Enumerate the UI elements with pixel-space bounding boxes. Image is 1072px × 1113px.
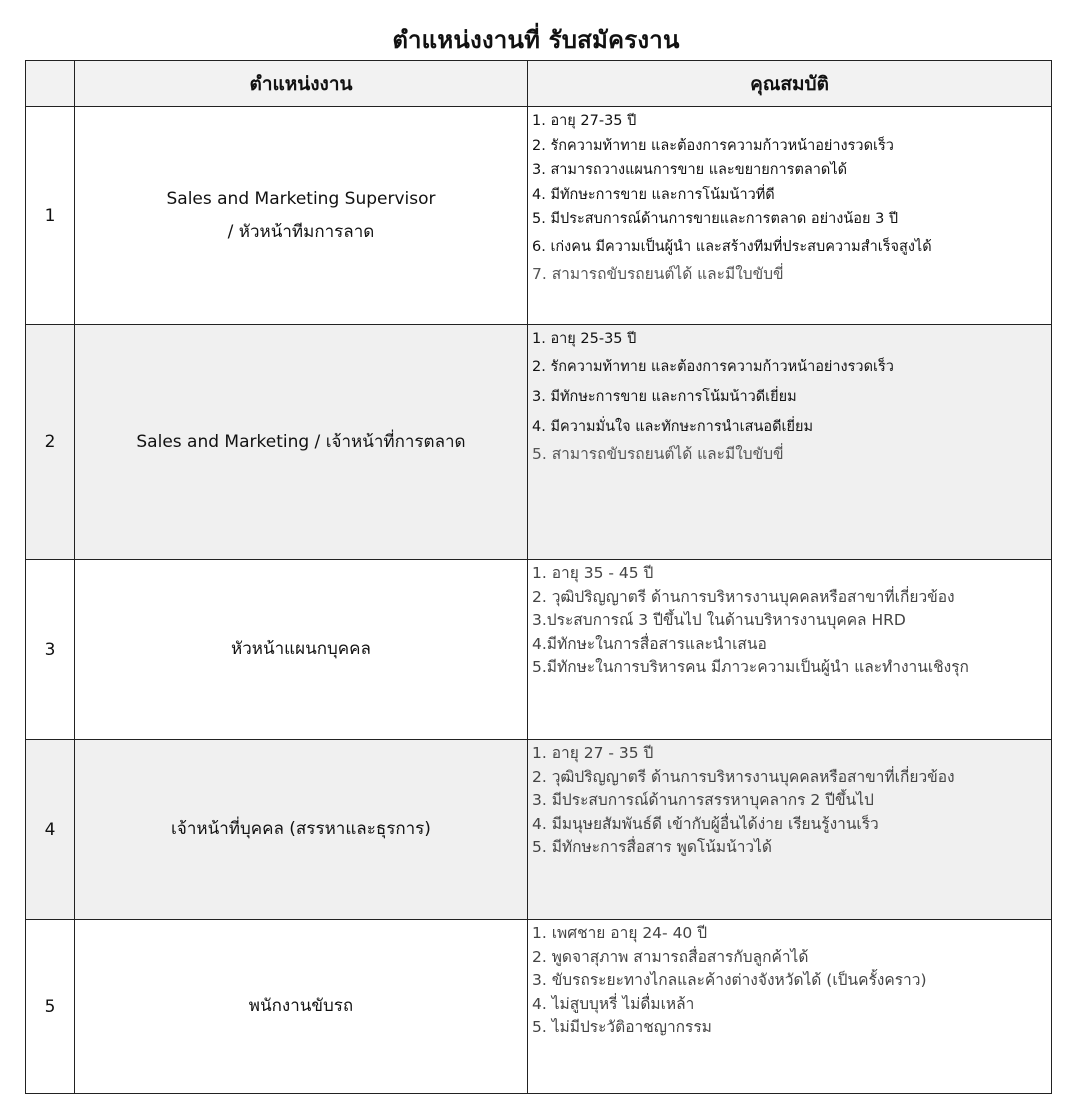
qualification-cell <box>528 560 1052 740</box>
position-cell <box>75 107 528 325</box>
qualification-item: 4. มีทักษะการขาย และการโน้มน้าวที่ดี <box>532 186 775 203</box>
row-number: 3 <box>26 560 75 740</box>
row-number: 2 <box>26 325 75 560</box>
page-title: ตำแหน่งงานที่ รับสมัครงาน <box>392 26 680 54</box>
qualification-item: 5. ไม่มีประวัติอาชญากรรม <box>532 1018 712 1036</box>
qualification-item: 3. มีประสบการณ์ด้านการสรรหาบุคลากร 2 ปีขึ้นไป <box>532 791 874 809</box>
qualification-item: 4. ไม่สูบบุหรี่ ไม่ดื่มเหล้า <box>532 994 695 1013</box>
qualification-item: 2. พูดจาสุภาพ สามารถสื่อสารกับลูกค้าได้ <box>532 947 809 966</box>
row-number: 1 <box>26 107 75 325</box>
qualification-item: 2. รักความท้าทาย และต้องการความก้าวหน้าอย่างรวดเร็ว <box>532 358 894 375</box>
position-cell <box>75 560 528 740</box>
table-row <box>26 920 1052 1094</box>
qualification-item: 3. ขับรถระยะทางไกลและค้างต่างจังหวัดได้ (เป็นครั้งคราว) <box>532 971 927 989</box>
qualification-item: 5. มีทักษะการสื่อสาร พูดโน้มน้าวได้ <box>532 838 772 856</box>
header-position: ตำแหน่งงาน <box>75 61 528 107</box>
qualification-item: 1. อายุ 27-35 ปี <box>532 113 637 129</box>
header-qualification: คุณสมบัติ <box>528 61 1052 107</box>
qualification-cell <box>528 920 1052 1094</box>
qualification-item: 5.มีทักษะในการบริหารคน มีภาวะความเป็นผู้นำ และทำงานเชิงรุก <box>532 658 969 676</box>
table-row <box>26 107 1052 325</box>
qualification-item: 7. สามารถขับรถยนต์ได้ และมีใบขับขี่ <box>532 264 784 283</box>
job-positions-table <box>25 60 1052 1094</box>
header-number <box>26 61 75 107</box>
position-name: พนักงานขับรถ <box>248 996 354 1016</box>
qualification-item: 4.มีทักษะในการสื่อสารและนำเสนอ <box>532 634 767 653</box>
table-row <box>26 560 1052 740</box>
qualification-item: 2. วุฒิปริญญาตรี ด้านการบริหารงานบุคคลหรือสาขาที่เกี่ยวข้อง <box>532 587 955 606</box>
qualification-item: 5. สามารถขับรถยนต์ได้ และมีใบขับขี่ <box>532 444 784 463</box>
qualification-item: 4. มีมนุษยสัมพันธ์ดี เข้ากับผู้อื่นได้ง่าย เรียนรู้งานเร็ว <box>532 814 879 833</box>
qualification-item: 2. รักความท้าทาย และต้องการความก้าวหน้าอย่างรวดเร็ว <box>532 137 894 154</box>
qualification-item: 3. มีทักษะการขาย และการโน้มน้าวดีเยี่ยม <box>532 388 797 405</box>
row-number: 4 <box>26 740 75 920</box>
position-name: Sales and Marketing Supervisor <box>166 188 436 209</box>
position-name: Sales and Marketing / เจ้าหน้าที่การตลาด <box>136 431 466 452</box>
qualification-item: 2. วุฒิปริญญาตรี ด้านการบริหารงานบุคคลหรือสาขาที่เกี่ยวข้อง <box>532 767 955 786</box>
position-name: / หัวหน้าทีมการลาด <box>227 221 375 242</box>
qualification-cell <box>528 740 1052 920</box>
table-row <box>26 740 1052 920</box>
position-cell <box>75 920 528 1094</box>
qualification-item: 1. อายุ 27 - 35 ปี <box>532 744 654 762</box>
qualification-cell <box>528 107 1052 325</box>
qualification-item: 6. เก่งคน มีความเป็นผู้นำ และสร้างทีมที่ประสบความสำเร็จสูงได้ <box>532 238 932 255</box>
row-number: 5 <box>26 920 75 1094</box>
qualification-item: 1. อายุ 25-35 ปี <box>532 331 637 347</box>
position-cell <box>75 740 528 920</box>
qualification-item: 1. เพศชาย อายุ 24- 40 ปี <box>532 924 708 942</box>
qualification-item: 1. อายุ 35 - 45 ปี <box>532 564 654 582</box>
position-cell <box>75 325 528 560</box>
qualification-item: 4. มีความมั่นใจ และทักษะการนำเสนอดีเยี่ยม <box>532 418 814 435</box>
position-name: หัวหน้าแผนกบุคคล <box>231 639 371 659</box>
qualification-item: 3.ประสบการณ์ 3 ปีขึ้นไป ในด้านบริหารงานบุคคล HRD <box>532 611 906 629</box>
position-name: เจ้าหน้าที่บุคคล (สรรหาและธุรการ) <box>171 819 431 839</box>
qualification-item: 3. สามารถวางแผนการขาย และขยายการตลาดได้ <box>532 162 848 178</box>
qualification-cell <box>528 325 1052 560</box>
qualification-item: 5. มีประสบการณ์ด้านการขายและการตลาด อย่างน้อย 3 ปี <box>532 211 899 227</box>
table-row <box>26 325 1052 560</box>
table-header-row <box>26 61 1052 107</box>
